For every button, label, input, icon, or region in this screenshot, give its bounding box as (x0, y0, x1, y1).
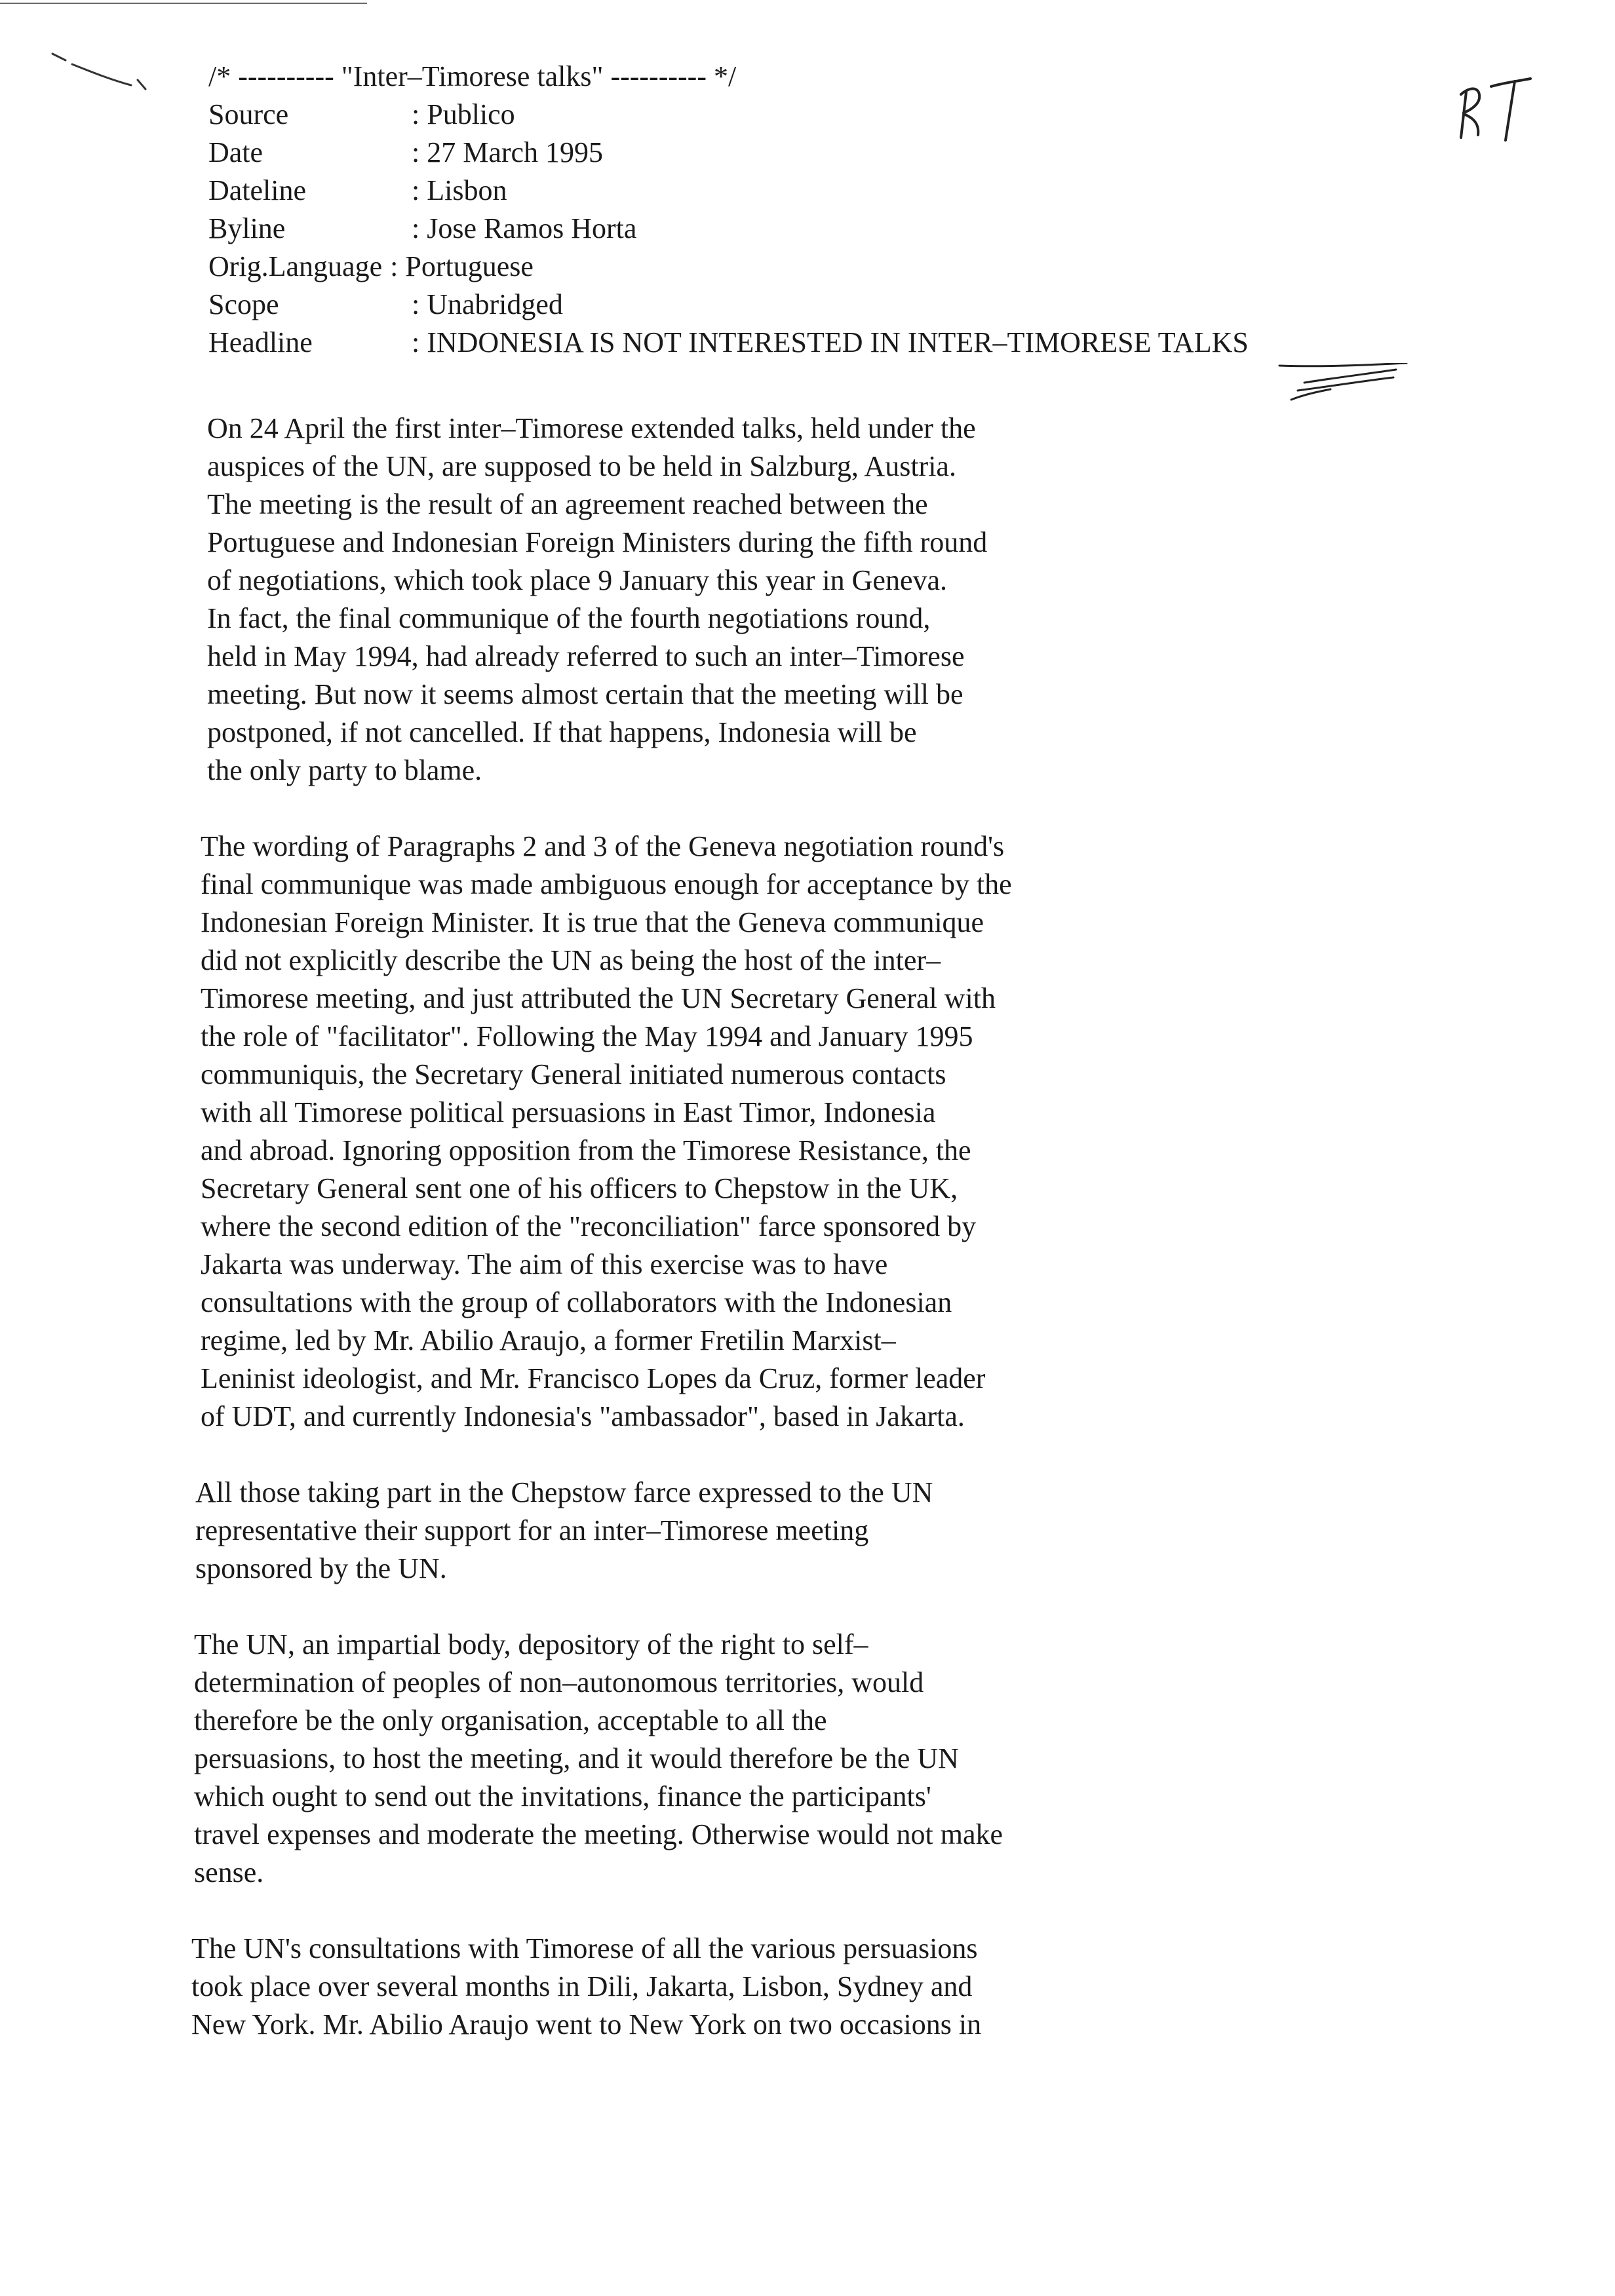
paragraph-4 (191, 1626, 1391, 1892)
meta-label: Byline (208, 212, 286, 244)
text-line: sense. (194, 1856, 264, 1888)
text-line: did not explicitly describe the UN as being the host of the inter– (201, 944, 941, 976)
text-line: regime, led by Mr. Abilio Araujo, a former Fretilin Marxist– (201, 1324, 896, 1356)
meta-label: Source (208, 98, 289, 130)
text-line: where the second edition of the "reconciliation" farce sponsored by (201, 1210, 977, 1242)
meta-label: Date (208, 136, 263, 168)
meta-label: Dateline (208, 174, 307, 206)
meta-row-date (208, 134, 1454, 172)
text-line: On 24 April the first inter–Timorese extended talks, held under the (207, 412, 976, 444)
text-line: the only party to blame. (207, 754, 482, 786)
meta-value: : Jose Ramos Horta (412, 212, 637, 244)
text-line: took place over several months in Dili, Jakarta, Lisbon, Sydney and (191, 1970, 973, 2002)
text-line: The UN's consultations with Timorese of all the various persuasions (191, 1932, 978, 1964)
text-line: The UN, an impartial body, depository of the right to self– (194, 1628, 868, 1660)
text-line: determination of peoples of non–autonomous territories, would (194, 1666, 924, 1698)
text-line: consultations with the group of collaborators with the Indonesian (201, 1286, 952, 1318)
meta-value: : Lisbon (412, 174, 507, 206)
text-line: final communique was made ambiguous enough for acceptance by the (201, 868, 1012, 900)
meta-value: : Unabridged (412, 288, 563, 320)
corner-pen-mark (46, 46, 157, 92)
text-line: meeting. But now it seems almost certain that the meeting will be (207, 678, 963, 710)
meta-row-orig-language (208, 248, 1454, 286)
text-line: Portuguese and Indonesian Foreign Ministers during the fifth round (207, 526, 988, 558)
paragraph-5 (191, 1930, 1391, 2044)
text-line: the role of "facilitator". Following the May 1994 and January 1995 (201, 1020, 973, 1052)
text-line: All those taking part in the Chepstow farce expressed to the UN (195, 1476, 933, 1508)
text-line: postponed, if not cancelled. If that happens, Indonesia will be (207, 716, 917, 748)
meta-label: Headline (208, 326, 313, 358)
meta-label: Scope (208, 288, 279, 320)
text-line: of UDT, and currently Indonesia's "ambassador", based in Jakarta. (201, 1400, 965, 1432)
meta-row-scope (208, 286, 1454, 324)
meta-row-byline (208, 210, 1454, 248)
text-line: with all Timorese political persuasions in East Timor, Indonesia (201, 1096, 936, 1128)
meta-value: : Portuguese (390, 250, 534, 282)
title-line: /* ---------- "Inter–Timorese talks" ---------- */ (208, 60, 737, 92)
article-body (191, 410, 1391, 2082)
paragraph-1 (191, 410, 1391, 790)
text-line: sponsored by the UN. (195, 1552, 447, 1584)
text-line: The meeting is the result of an agreement reached between the (207, 488, 928, 520)
meta-label: Orig.Language (208, 250, 383, 282)
text-line: Timorese meeting, and just attributed the UN Secretary General with (201, 982, 996, 1014)
paragraph-3 (191, 1474, 1391, 1588)
meta-row-source (208, 96, 1454, 134)
text-line: auspices of the UN, are supposed to be held in Salzburg, Austria. (207, 450, 956, 482)
text-line: Indonesian Foreign Minister. It is true that the Geneva communique (201, 906, 984, 938)
text-line: and abroad. Ignoring opposition from the Timorese Resistance, the (201, 1134, 971, 1166)
text-line: New York. Mr. Abilio Araujo went to New York on two occasions in (191, 2008, 982, 2040)
text-line: travel expenses and moderate the meeting. Otherwise would not make (194, 1818, 1003, 1850)
handwritten-underline-mark (1278, 363, 1409, 402)
meta-value: : 27 March 1995 (412, 136, 604, 168)
text-line: which ought to send out the invitations, finance the participants' (194, 1780, 931, 1812)
text-line: representative their support for an inter–Timorese meeting (195, 1514, 869, 1546)
text-line: Leninist ideologist, and Mr. Francisco Lopes da Cruz, former leader (201, 1362, 986, 1394)
meta-row-headline (208, 324, 1454, 362)
text-line: therefore be the only organisation, acceptable to all the (194, 1704, 827, 1736)
scan-edge-mark (0, 3, 367, 4)
document-header (208, 58, 1454, 362)
meta-value: : Publico (412, 98, 515, 130)
headline-text: : INDONESIA IS NOT INTERESTED IN INTER–TIMORESE TALKS (412, 326, 1249, 358)
text-line: communiquis, the Secretary General initiated numerous contacts (201, 1058, 946, 1090)
handwritten-et-mark (1452, 72, 1537, 144)
meta-row-dateline (208, 172, 1454, 210)
text-line: held in May 1994, had already referred to such an inter–Timorese (207, 640, 965, 672)
text-line: Secretary General sent one of his officers to Chepstow in the UK, (201, 1172, 958, 1204)
text-line: The wording of Paragraphs 2 and 3 of the Geneva negotiation round's (201, 830, 1005, 862)
text-line: In fact, the final communique of the fourth negotiations round, (207, 602, 931, 634)
text-line: persuasions, to host the meeting, and it would therefore be the UN (194, 1742, 959, 1774)
paragraph-2 (191, 828, 1391, 1436)
text-line: of negotiations, which took place 9 January this year in Geneva. (207, 564, 948, 596)
text-line: Jakarta was underway. The aim of this exercise was to have (201, 1248, 888, 1280)
